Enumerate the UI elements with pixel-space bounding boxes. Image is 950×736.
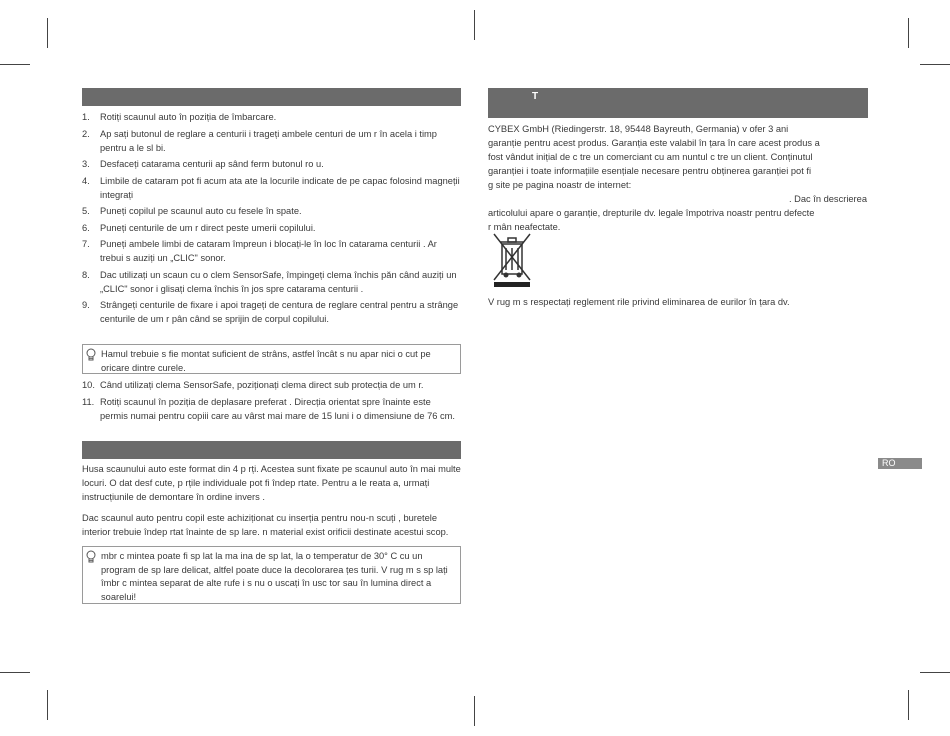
step-number: 4. [82,175,90,186]
list-item [82,204,460,218]
text-line: fost vândut inițial de c tre un comerciant cu am nuntul c tre un client. Conținutul [488,152,813,162]
step-number: 10. [82,380,95,390]
crossed-bin-icon [490,230,534,288]
text-line: g site pe pagina noastr de internet: [488,180,632,190]
step-number: 2. [82,128,90,139]
language-tab: RO [878,458,922,469]
left-column [82,110,460,329]
crop-mark [474,696,475,726]
step-number: 6. [82,222,90,233]
step-text: Puneți copilul pe scaunul auto cu fesele în spate. [100,206,302,216]
note-box [82,546,461,604]
list-item [82,395,460,423]
paragraph: V rug m s respectați reglement rile privind eliminarea de eurilor în țara dv. [488,297,790,307]
step-text: Dac utilizați un scaun cu o clem SensorSafe, împingeți clema închis păn când auziți un „CLIC" sonor i glisați clema închis în jos spre catarama centurii . [100,269,457,294]
step-text: Puneți centurile de um r direct peste umerii copilului. [100,222,316,233]
list-item [82,110,460,124]
crop-mark [908,690,909,720]
text-line: . Dac în descrierea [788,194,867,204]
note-box [82,344,461,374]
bulb-icon [86,550,96,569]
paragraph: Dac scaunul auto pentru copil este achiziționat cu inserția pentru nou-n scuți , buretele interior trebuie îndep rtat înainte de sp lare. n material exist orificii destinate acestui scop. [82,513,449,537]
text-line: garanție pentru acest produs. Garanția este valabil în țara în care acest produs a [488,138,820,148]
crop-mark [47,18,48,48]
list-item [82,157,460,171]
crop-mark [474,10,475,40]
list-item [82,221,460,235]
section-header-title: T [532,91,539,102]
list-item [82,174,460,202]
disposal-text [488,295,873,309]
step-number: 3. [82,159,90,169]
crop-mark [908,18,909,48]
bulb-icon [86,348,96,367]
step-text: Rotiți scaunul auto în poziția de îmbarcare. [100,112,277,122]
warranty-text [488,122,873,234]
step-number: 5. [82,206,90,216]
crop-mark [0,64,30,65]
step-text: Limbile de cataram pot fi acum ata ate la locurile indicate de pe capac folosind magneții integrați [100,175,460,200]
section-header-bar [82,88,461,106]
cover-care-section [82,462,462,539]
step-number: 11. [82,396,95,407]
steps-list [82,110,460,326]
step-text: Ap sați butonul de reglare a centurii i trageți ambele centuri de um r în acela i timp pentru a le sl bi. [100,128,437,153]
step-text: Rotiți scaunul în poziția de deplasare preferat . Direcția orientat spre înainte este permis numai pentru copiii care au vârst mai mare de 15 luni i o dimensiune de 76 cm. [100,396,456,421]
crop-mark [920,64,950,65]
step-text: Când utilizați clema SensorSafe, poziționați clema direct sub protecția de um r. [100,380,424,390]
step-text: Desfaceți catarama centurii ap sând ferm butonul ro u. [100,159,324,169]
crop-mark [47,690,48,720]
list-item [82,268,460,296]
text-line: articolului apare o garanție, drepturile dv. legale împotriva noastr pentru defecte [488,208,815,218]
crop-mark [0,672,30,673]
list-item [82,127,460,155]
step-number: 7. [82,239,90,249]
section-header-bar [488,88,868,118]
list-item [82,378,460,392]
text-line: r mân neafectate. [488,222,561,232]
step-number: 8. [82,269,90,280]
text-line: CYBEX GmbH (Riedingerstr. 18, 95448 Bayreuth, Germania) v ofer 3 ani [488,124,789,134]
step-number: 9. [82,300,90,310]
step-text: Strângeți centurile de fixare i apoi trageți de centura de reglare central pentru a strânge centurile de um r pân când se sprijin de corpul copilului. [100,300,459,324]
list-item [82,237,460,265]
step-number: 1. [82,112,90,122]
text-line: garanției i toate informațiile esențiale necesare pentru obținerea garanției pot fi [488,166,812,176]
step-text: Puneți ambele limbi de cataram împreun i blocați-le în loc în catarama centurii . Ar trebui s auziți un „CLIC" sonor. [100,239,437,263]
note-text: Hamul trebuie s fie montat suficient de strâns, astfel încât s nu apar nici o cut pe oricare dintre curele. [101,349,431,373]
section-header-bar [82,441,461,459]
paragraph: Husa scaunului auto este format din 4 p rți. Acestea sunt fixate pe scaunul auto în mai multe locuri. O dat desf cute, p rțile individuale pot fi îndep rtate. Pentru a le reata a, urmați instrucțiunile de demontare în ordine invers . [82,464,461,502]
note-text: mbr c mintea poate fi sp lat la ma ina de sp lat, la o temperatur de 30° C cu un program de sp lare delicat, altfel poate duce la decolorarea țes turii. V rug m s sp lați îmbr c mintea separat de alte rufe i s nu o uscați în usc tor sau în lumina direct a soarelui! [101,551,448,602]
crop-mark [920,672,950,673]
list-item [82,298,460,326]
steps-list [82,378,460,423]
left-column-continued [82,378,460,425]
